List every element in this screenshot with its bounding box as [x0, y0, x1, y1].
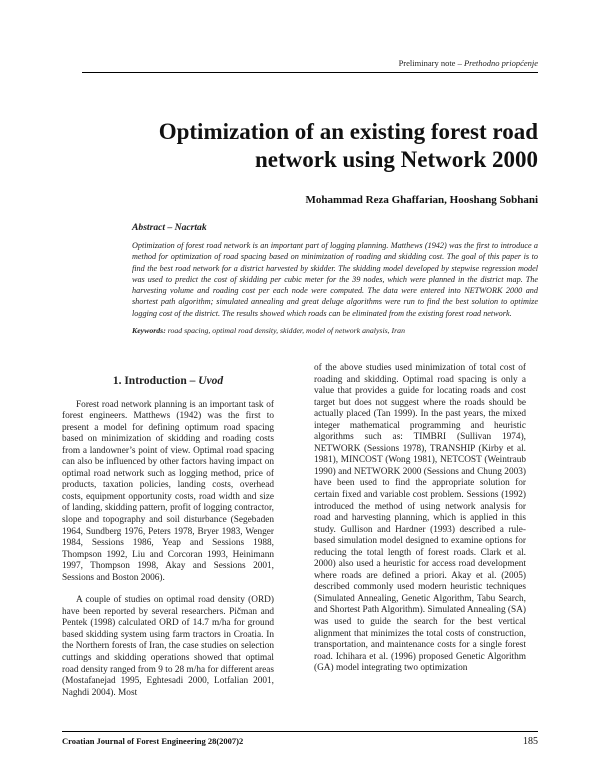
- body-column-left: [62, 376, 274, 699]
- article-type-separator: –: [457, 58, 462, 68]
- journal-citation: Croatian Journal of Forest Engineering 28(2007)2: [62, 736, 244, 746]
- section-heading-hr: Uvod: [198, 375, 224, 387]
- body-column-right: [314, 363, 526, 675]
- keywords-text: road spacing, optimal road density, skidder, model of network analysis, Iran: [167, 326, 405, 336]
- section-heading-en: 1. Introduction –: [112, 375, 196, 387]
- page-number: 185: [523, 736, 538, 747]
- keywords-label: Keywords:: [132, 326, 166, 336]
- abstract: [132, 222, 538, 336]
- header-rule: [82, 72, 538, 73]
- abstract-text: Optimization of forest road network is an important part of logging planning. Matthews (1942) was the first to introduce a method for optimization of road spacing based on minimization of roading and skidding cost. The goal of this paper is to find the best road network for a district harvested by skidder. The skidding model developed by stepwise regression model was used to predict the cost of skidding per cubic meter for the 39 nodes, which were planned in the district map. The harvesting volume and roading cost per each node were computed. The data were entered into NETWORK 2000 and shortest path algorithm; simulated annealing and great deluge algorithms were run to find the best solution to optimize logging cost of the district. The results showed which roads can be eliminated from the existing forest road network.: [132, 241, 538, 318]
- body-paragraph: Forest road network planning is an important task of forest engineers. Matthews (1942) was the first to present a model for defining optimum road spacing based on minimization of skidding and roading costs from a landowner’s point of view. Optimal road spacing can also be influenced by other factors having impact on optimal road network such as logging method, price of products, taxation policies, landing costs, overhead costs, equipment opportunity costs, road width and size of landing, skidding pattern, profit of logging contractor, slope and topography and soil disturbance (Segebaden 1964, Sundberg 1976, Peters 1978, Bryer 1983, Wenger 1984, Sessions 1986, Yeap and Sessions 1988, Thompson 1992, Liu and Corcoran 1993, Heinimann 1997, Thompson 1998, Akay and Sessions 2001, Sessions and Boston 2006).: [62, 399, 274, 583]
- article-type-note: [399, 58, 538, 68]
- article-type-en: Preliminary note: [398, 58, 456, 68]
- keywords: [132, 326, 538, 336]
- body-paragraph: A couple of studies on optimal road density (ORD) have been reported by several researchers. Pičman and Pentek (1998) calculated ORD of 14.7 m/ha for ground based skidding system using farm tractors in Croatia. In the Northern forests of Iran, the case studies on selection cuttings and skidding operations showed that optimal road density ranged from 9 to 28 m/ha for different areas (Mostafanejad 1995, Eghtesadi 2000, Lotfalian 2001, Naghdi 2004). Most: [62, 595, 274, 698]
- section-heading-introduction: [62, 376, 274, 388]
- footer-rule: [62, 731, 538, 732]
- paper-title: Optimization of an existing forest road network using Network 2000: [158, 119, 538, 172]
- body-paragraph: of the above studies used minimization of total cost of roading and skidding. Optimal road spacing is only a value that provides a guide for locating roads and cost target but does not suggest where the roads should be actually placed (Tan 1999). In the past years, the mixed integer mathematical programming and heuristic algorithms such as: TIMBRI (Sullivan 1974), NETWORK (Sessions 1978), TRANSHIP (Kirby et al. 1981), MINCOST (Wong 1981), NETCOST (Weintraub 1990) and NETWORK 2000 (Sessions and Chung 2003) have been used to find the appropriate solution for certain fixed and variable cost problem. Sessions (1992) introduced the method of using network analysis for road and harvesting planning, which is applied in this study. Gullison and Hardner (1993) described a rule-based simulation model designed to examine options for reducing the total length of forest roads. Clark et al. 2000) also used a heuristic for access road development where roads are defined a priori. Akay et al. (2005) described commonly used modern heuristic techniques (Simulated Annealing, Genetic Algorithm, Tabu Search, and Shortest Path Algorithm). Simulated Annealing (SA) was used to guide the search for the best vertical alignment that minimizes the total costs of construction, transportation, and maintenance costs for a single forest road. Ichihara et al. (1996) proposed Genetic Algorithm (GA) model integrating two optimization: [314, 363, 527, 674]
- article-type-hr: Prethodno priopćenje: [463, 58, 538, 68]
- abstract-heading: Abstract – Nacrtak: [132, 222, 207, 233]
- authors: Mohammad Reza Ghaffarian, Hooshang Sobhani: [305, 194, 538, 206]
